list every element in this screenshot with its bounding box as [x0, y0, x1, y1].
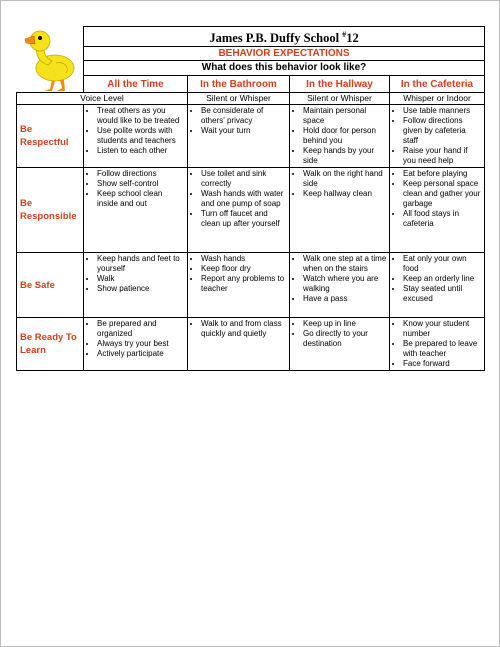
behavior-matrix — [16, 26, 485, 371]
column-header-cafeteria: In the Cafeteria — [390, 76, 485, 93]
cell-safe-bathroom — [188, 253, 290, 318]
expectation-list — [392, 169, 482, 229]
cell-ready-to-learn-cafeteria — [390, 318, 485, 371]
row-label-text: Be Safe — [20, 279, 55, 291]
cell-safe-hallway — [290, 253, 390, 318]
expectation-item: • Follow directions — [97, 169, 185, 179]
expectation-list — [292, 254, 387, 304]
row-label-text: Be Responsible — [20, 198, 77, 223]
expectation-item: • Be considerate of others' privacy — [201, 106, 287, 126]
expectation-item: • Use polite words with students and teachers — [97, 126, 185, 146]
expectation-list — [86, 254, 185, 294]
expectation-item: • Walk on the right hand side — [303, 169, 387, 189]
column-header-hallway: In the Hallway — [290, 76, 390, 93]
expectation-list — [292, 169, 387, 199]
expectation-item: • Face forward — [403, 359, 482, 369]
expectation-item: • Eat before playing — [403, 169, 482, 179]
matrix-body — [17, 105, 485, 371]
expectation-list — [86, 169, 185, 209]
expectation-item: • All food stays in cafeteria — [403, 209, 482, 229]
expectation-list — [86, 319, 185, 359]
cell-responsible-all-time — [84, 168, 188, 253]
cell-ready-to-learn-hallway — [290, 318, 390, 371]
expectation-item: • Wash hands — [201, 254, 287, 264]
expectation-list — [190, 169, 287, 229]
expectation-list — [190, 106, 287, 136]
corner-cell — [17, 76, 84, 93]
row-label-ready-to-learn — [17, 318, 84, 371]
cell-safe-cafeteria — [390, 253, 485, 318]
expectation-item: • Use toilet and sink correctly — [201, 169, 287, 189]
cell-respectful-bathroom — [188, 105, 290, 168]
cell-ready-to-learn-all-time — [84, 318, 188, 371]
row-label-text: Be Ready To Learn — [20, 332, 77, 357]
expectation-item: • Walk one step at a time when on the stairs — [303, 254, 387, 274]
logo-area — [17, 27, 84, 76]
expectation-item: • Know your student number — [403, 319, 482, 339]
cell-ready-to-learn-bathroom — [188, 318, 290, 371]
expectation-item: • Listen to each other — [97, 146, 185, 156]
expectation-list — [190, 319, 287, 339]
row-label-responsible — [17, 168, 84, 253]
expectation-item: • Keep hands and feet to yourself — [97, 254, 185, 274]
expectation-item: • Follow directions given by cafeteria staff — [403, 116, 482, 146]
behavior-row-ready-to-learn — [17, 318, 485, 371]
row-label-text: Be Respectful — [20, 124, 69, 149]
voice-level-hallway: Silent or Whisper — [290, 93, 390, 105]
expectation-item: • Maintain personal space — [303, 106, 387, 126]
cell-responsible-bathroom — [188, 168, 290, 253]
expectation-item: • Wait your turn — [201, 126, 287, 136]
expectation-item: • Walk — [97, 274, 185, 284]
cell-respectful-hallway — [290, 105, 390, 168]
expectation-item: • Use table manners — [403, 106, 482, 116]
school-title: James P.B. Duffy School #12 — [84, 27, 485, 47]
row-label-safe — [17, 253, 84, 318]
behavior-row-responsible — [17, 168, 485, 253]
expectation-item: • Be prepared to leave with teacher — [403, 339, 482, 359]
expectation-item: • Stay seated until excused — [403, 284, 482, 304]
expectation-item: • Turn off faucet and clean up after yourself — [201, 209, 287, 229]
expectation-item: • Watch where you are walking — [303, 274, 387, 294]
expectation-item: • Raise your hand if you need help — [403, 146, 482, 166]
expectation-list — [392, 254, 482, 304]
page-subtitle: BEHAVIOR EXPECTATIONS — [84, 47, 485, 61]
cell-responsible-cafeteria — [390, 168, 485, 253]
expectation-list — [392, 106, 482, 166]
expectation-item: • Keep hallway clean — [303, 189, 387, 199]
column-header-all-time: All the Time — [84, 76, 188, 93]
expectation-item: • Hold door for person behind you — [303, 126, 387, 146]
question-heading: What does this behavior look like? — [84, 61, 485, 76]
column-header-bathroom: In the Bathroom — [188, 76, 290, 93]
cell-respectful-all-time — [84, 105, 188, 168]
expectation-item: • Report any problems to teacher — [201, 274, 287, 294]
expectation-item: • Keep hands by your side — [303, 146, 387, 166]
expectation-item: • Walk to and from class quickly and quietly — [201, 319, 287, 339]
expectation-item: • Eat only your own food — [403, 254, 482, 274]
voice-level-cafeteria: Whisper or Indoor — [390, 93, 485, 105]
expectation-list — [292, 319, 387, 349]
expectation-item: • Actively participate — [97, 349, 185, 359]
expectation-item: • Go directly to your destination — [303, 329, 387, 349]
voice-level-bathroom: Silent or Whisper — [188, 93, 290, 105]
behavior-row-safe — [17, 253, 485, 318]
expectation-item: • Keep an orderly line — [403, 274, 482, 284]
expectation-item: • Keep school clean inside and out — [97, 189, 185, 209]
expectation-item: • Keep floor dry — [201, 264, 287, 274]
expectation-item: • Show self-control — [97, 179, 185, 189]
voice-level-label: Voice Level — [17, 93, 188, 105]
cell-respectful-cafeteria — [390, 105, 485, 168]
expectation-item: • Keep up in line — [303, 319, 387, 329]
expectation-list — [86, 106, 185, 156]
expectation-item: • Wash hands with water and one pump of soap — [201, 189, 287, 209]
behavior-row-respectful — [17, 105, 485, 168]
expectation-list — [292, 106, 387, 166]
expectation-list — [392, 319, 482, 369]
expectation-item: • Be prepared and organized — [97, 319, 185, 339]
row-label-respectful — [17, 105, 84, 168]
expectation-item: • Treat others as you would like to be treated — [97, 106, 185, 126]
cell-responsible-hallway — [290, 168, 390, 253]
expectation-item: • Always try your best — [97, 339, 185, 349]
expectation-item: • Show patience — [97, 284, 185, 294]
expectation-item: • Have a pass — [303, 294, 387, 304]
expectation-list — [190, 254, 287, 294]
cell-safe-all-time — [84, 253, 188, 318]
expectation-item: • Keep personal space clean and gather your garbage — [403, 179, 482, 209]
